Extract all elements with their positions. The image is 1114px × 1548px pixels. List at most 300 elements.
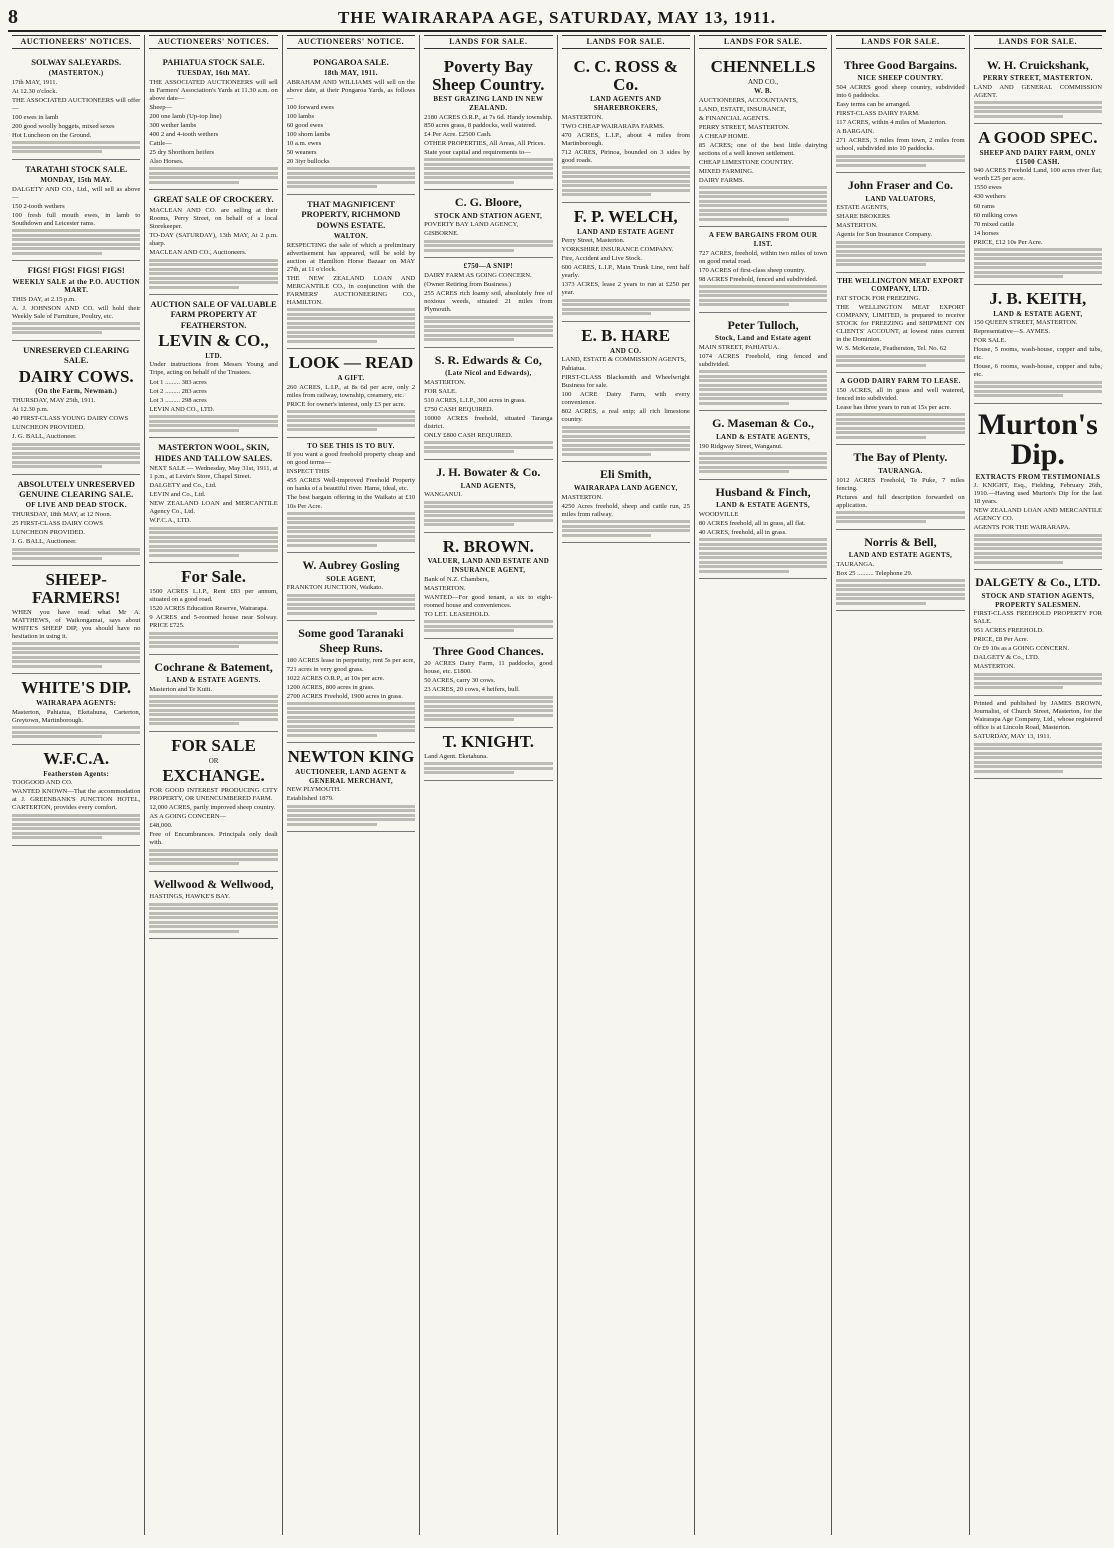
advertisement <box>424 728 552 781</box>
ad-subtitle: VALUER, LAND AND ESTATE AND INSURANCE AGENT, <box>427 557 550 574</box>
small-print-line <box>424 450 514 453</box>
ad-text-line: £4 Per Acre. £2500 Cash. <box>424 130 492 138</box>
ad-text-line: Box 25 .......... Telephone 29. <box>836 569 913 577</box>
ad-text-line: 430 wethers <box>973 193 1006 201</box>
ad-firm-name: Norris & Bell, <box>864 534 937 549</box>
small-print-line <box>149 704 277 707</box>
ad-text-line: A BARGAIN. <box>836 128 874 136</box>
ad-title: FIGS! FIGS! FIGS! FIGS! <box>27 265 125 276</box>
small-print-line <box>12 726 140 729</box>
ad-text-line: RESPECTING the sale of which a preliminary advertisement has appeared, will be sold by auction at Hamilton Horse Bazaar on MAY 27th, at 11 o'clock. <box>286 241 416 273</box>
ad-subtitle: LTD. <box>205 351 222 360</box>
ad-text-line: AS A GOING CONCERN— <box>149 813 227 821</box>
small-print-line <box>12 146 140 149</box>
ad-firm-name: John Fraser and Co. <box>847 178 953 193</box>
small-print-line <box>149 554 239 557</box>
small-print-line <box>149 645 239 648</box>
small-print-line <box>974 110 1102 113</box>
small-print-line <box>424 709 552 712</box>
small-print-line <box>562 308 690 311</box>
ad-text-line: At 12.30 p.m. <box>12 406 49 414</box>
ad-text-line: LEVIN AND CO., LTD. <box>149 405 215 413</box>
small-print-line <box>149 277 277 280</box>
column-3 <box>283 35 420 1535</box>
small-print-line <box>287 809 415 812</box>
small-print-line <box>424 244 552 247</box>
column-heading: LANDS FOR SALE. <box>836 35 964 49</box>
ad-subtitle: AND CO. <box>610 346 642 355</box>
ad-subtitle: THE WELLINGTON MEAT EXPORT COMPANY, LTD. <box>837 276 964 294</box>
small-print-line <box>424 176 552 179</box>
small-print-line <box>149 853 277 856</box>
small-print-line <box>287 539 415 542</box>
small-print-line <box>149 540 277 543</box>
advertisement <box>424 258 552 347</box>
small-print-line <box>12 234 140 237</box>
ad-firm-name: Some good Taranaki Sheep Runs. <box>298 626 404 655</box>
advertisement <box>287 621 415 743</box>
advertisement <box>699 480 827 580</box>
small-print-line <box>12 465 102 468</box>
advertisement <box>974 285 1102 404</box>
advertisement <box>562 53 690 203</box>
ad-text-line: Cattle— <box>149 139 172 147</box>
ad-headline: SHEEP-FARMERS! <box>31 570 121 607</box>
ad-text-line: 271 ACRES, 3 miles from town, 2 miles from school, subdivided into 10 paddocks. <box>836 137 965 153</box>
ad-text-line: At 12.30 o'clock. <box>12 87 58 95</box>
advertisement <box>974 53 1102 125</box>
small-print-line <box>974 547 1102 550</box>
small-print-line <box>287 512 415 515</box>
small-print-line <box>974 385 1102 388</box>
ad-text-line: 4250 Acres freehold, sheep and cattle run, 25 miles from railway. <box>561 502 690 518</box>
small-print-line <box>424 771 514 774</box>
advertisement <box>12 341 140 475</box>
ad-text-line: WANTED—For good tenant, a six to eight-roomed house and conveniences. <box>424 593 553 609</box>
small-print-line <box>699 195 827 198</box>
small-print-line <box>974 253 1102 256</box>
small-print-line <box>287 702 415 705</box>
ad-caption: OR <box>208 756 219 765</box>
ad-text-line: W. S. McKenzie, Featherston, Tel. No. 62 <box>836 345 947 353</box>
small-print-line <box>149 862 239 865</box>
ad-subtitle: EXTRACTS FROM TESTIMONIALS <box>975 472 1101 481</box>
small-print-line <box>836 413 964 416</box>
small-print-line <box>836 254 964 257</box>
small-print-line <box>424 700 552 703</box>
ad-text-line: Sheep— <box>149 103 173 111</box>
small-print-line <box>562 303 690 306</box>
small-print-line <box>287 167 415 170</box>
small-print-line <box>836 359 964 362</box>
small-print-line <box>974 682 1102 685</box>
small-print-line <box>699 457 827 460</box>
ad-text-line: PRICE for owner's interest, only £3 per acre. <box>286 400 406 408</box>
ad-headline: LOOK — READ <box>288 353 414 373</box>
ad-text-line: LUNCHEON PROVIDED. <box>12 424 85 432</box>
ad-text-line: 455 ACRES Well-improved Freehold Property on banks of a beautiful river. Hams, ideal, etc. <box>286 477 416 493</box>
small-print-line <box>287 181 415 184</box>
small-print-line <box>562 534 652 537</box>
ad-text-line: 170 ACRES of first-class sheep country. <box>698 266 806 274</box>
small-print-line <box>699 570 789 573</box>
ad-text-line: 14 horses <box>973 229 999 237</box>
small-print-line <box>149 722 239 725</box>
small-print-line <box>149 858 277 861</box>
ad-text-line: Fire, Accident and Live Stock. <box>561 255 643 263</box>
small-print-line <box>149 549 277 552</box>
small-print-line <box>12 814 140 817</box>
ad-text-line: 1200 ACRES, 800 acres in grass. <box>286 683 375 691</box>
small-print-line <box>287 729 415 732</box>
small-print-line <box>424 625 552 628</box>
ad-text-line: £750 CASH REQUIRED. <box>424 405 494 413</box>
ad-text-line: J. KNIGHT, Esq., Fielding, February 26th, 1910.—Having used Murton's Dip for the last 18 years. <box>973 482 1102 506</box>
small-print-line <box>699 556 827 559</box>
small-print-line <box>974 538 1102 541</box>
advertisement <box>12 53 140 160</box>
ad-text-line: 80 ACRES freehold, all in grass, all flat. <box>698 519 806 527</box>
ad-text-line: TO LET. LEASEHOLD. <box>424 610 490 618</box>
small-print-line <box>12 327 140 330</box>
ad-text-line: W.F.C.A., LTD. <box>149 517 192 525</box>
ad-text-line: MIXED FARMING. <box>698 167 754 175</box>
small-print-line <box>699 538 827 541</box>
small-print-line <box>149 167 277 170</box>
ad-text-line: 260 ACRES, L.I.P., at 8s 6d per acre, only 2 miles from railway, township, creamery, etc. <box>286 383 416 399</box>
ad-text-line: 150 ACRES, all in grass and well watered, fenced into subdivided. <box>836 386 965 402</box>
advertisement <box>12 674 140 744</box>
small-print-line <box>424 325 552 328</box>
ad-text-line: 510 ACRES, L.I.P., 300 acres in grass. <box>424 396 526 404</box>
advertisement <box>974 570 1102 695</box>
small-print-line <box>424 501 552 504</box>
small-print-line <box>836 602 926 605</box>
small-print-line <box>974 266 1102 269</box>
ad-text-line: FOR SALE. <box>424 387 457 395</box>
ad-text-line: OTHER PROPERTIES, All Areas, All Prices. <box>424 139 545 147</box>
small-print-line <box>424 441 552 444</box>
ad-caption: AND CO., <box>747 77 779 86</box>
small-print-line <box>699 375 827 378</box>
small-print-line <box>424 329 552 332</box>
small-print-line <box>836 597 964 600</box>
small-print-line <box>424 510 552 513</box>
small-print-line <box>699 186 827 189</box>
ad-text-line: TWO CHEAP WAIRARAPA FARMS. <box>561 122 665 130</box>
small-print-line <box>12 150 102 153</box>
ad-text-line: 20 3iyr bullocks <box>286 157 330 165</box>
ad-text-line: MASTERTON. <box>561 493 603 501</box>
ad-text-line: State your capital and requirements to— <box>424 148 531 156</box>
ad-headline: E. B. HARE <box>581 325 671 345</box>
small-print-line <box>836 588 964 591</box>
small-print-line <box>699 299 827 302</box>
advertisement <box>287 53 415 195</box>
ad-text-line: 60 rams <box>973 202 995 210</box>
ad-text-line: MASTERTON. <box>424 378 466 386</box>
ad-text-line: LEVIN and Co., Ltd. <box>149 490 206 498</box>
advertisement <box>287 349 415 437</box>
small-print-line <box>699 204 827 207</box>
advertisement <box>424 533 552 639</box>
small-print-line <box>974 770 1064 773</box>
ad-title: AUCTION SALE OF VALUABLE FARM PROPERTY AT FEATHERSTON. <box>150 299 277 330</box>
ad-subtitle: MONDAY, 15th MAY. <box>40 176 113 185</box>
advertisement <box>974 696 1102 779</box>
column-heading: LANDS FOR SALE. <box>562 35 690 49</box>
ad-text-line: MASTERTON. <box>424 584 466 592</box>
small-print-line <box>424 338 514 341</box>
column-8 <box>970 35 1106 1535</box>
ad-text-line: INSPECT THIS <box>286 468 330 476</box>
small-print-line <box>424 767 552 770</box>
ad-title: PONGAROA SALE. <box>313 56 389 67</box>
advertisement <box>12 745 140 846</box>
ad-text-line: 802 ACRES, a real snip; all rich limestone country. <box>561 408 690 424</box>
ad-subtitle: (MASTERTON.) <box>48 69 104 78</box>
ad-subtitle: STOCK AND STATION AGENTS, PROPERTY SALESMEN. <box>981 592 1095 609</box>
ad-text-line: 180 ACRES lease in perpetuity, rent 5s per acre, 721 acres in very good grass. <box>286 657 416 673</box>
small-print-line <box>149 695 277 698</box>
page-title: THE WAIRARAPA AGE, SATURDAY, MAY 13, 1911. <box>337 8 777 27</box>
advertisement <box>424 190 552 258</box>
small-print-line <box>149 268 277 271</box>
small-print-line <box>974 262 1102 265</box>
column-1 <box>8 35 145 1535</box>
ad-firm-name: Three Good Bargains. <box>843 57 958 72</box>
ad-text-line: Masterton, Pahiatua, Eketahuna, Carterton, Greytown, Martinborough. <box>12 708 141 724</box>
ad-subtitle: 18th MAY, 1911. <box>324 69 378 78</box>
small-print-line <box>836 259 964 262</box>
small-print-line <box>836 579 964 582</box>
small-print-line <box>287 598 415 601</box>
small-print-line <box>149 907 277 910</box>
small-print-line <box>836 155 964 158</box>
small-print-line <box>287 313 415 316</box>
ad-text-line: MASTERTON. <box>836 222 878 230</box>
ad-subtitle: TAURANGA. <box>878 466 923 475</box>
small-print-line <box>287 317 415 320</box>
advertisement <box>836 445 964 529</box>
ad-text-line: THE WELLINGTON MEAT EXPORT COMPANY, LIMITED, is prepared to receive STOCK for FREEZING and SHIPMENT ON CLIENTS' ACCOUNT, at lowest rates current in the Dominion. <box>836 304 965 344</box>
ad-subtitle: BEST GRAZING LAND IN NEW ZEALAND. <box>433 95 544 112</box>
ad-text-line: 1373 ACRES, lease 2 years to run at £250 per year. <box>561 281 690 297</box>
ad-text-line: Lot 2 ......... 283 acres <box>149 387 207 395</box>
small-print-line <box>974 106 1102 109</box>
ad-text-line: (Owner Retiring from Business.) <box>424 280 511 288</box>
small-print-line <box>149 930 239 933</box>
small-print-line <box>12 447 140 450</box>
ad-text-line: LAND, ESTATE, INSURANCE, <box>698 105 787 113</box>
small-print-line <box>149 172 277 175</box>
small-print-line <box>699 200 827 203</box>
small-print-line <box>836 245 964 248</box>
small-print-line <box>149 903 277 906</box>
small-print-line <box>12 642 140 645</box>
small-print-line <box>287 526 415 529</box>
ad-text-line: 40 FIRST-CLASS YOUNG DAIRY COWS <box>12 415 129 423</box>
small-print-line <box>836 520 926 523</box>
small-print-line <box>699 547 827 550</box>
small-print-line <box>12 452 140 455</box>
ad-text-line: YORKSHIRE INSURANCE COMPANY. <box>561 246 674 254</box>
small-print-line <box>149 176 277 179</box>
advertisement <box>699 411 827 479</box>
small-print-line <box>12 731 140 734</box>
ad-text-line: 1500 ACRES L.I.P., Rent £83 per annum, situated on a good road. <box>149 587 278 603</box>
ad-text-line: 100 fresh full mouth ewes, in lamb to Southdown and Leicester rams. <box>12 211 141 227</box>
ad-subtitle: TUESDAY, 16th MAY. <box>176 69 251 78</box>
ad-text-line: 400 2 and 4-tooth wethers <box>149 130 219 138</box>
small-print-line <box>699 561 827 564</box>
ad-text-line: 1520 ACRES Education Reserve, Wairarapa. <box>149 604 269 612</box>
ad-headline: W.F.C.A. <box>43 748 110 768</box>
advertisement <box>149 295 277 438</box>
ad-firm-name: Cochrane & Batement, <box>154 659 273 674</box>
ad-subtitle: A FEW BARGAINS FROM OUR LIST. <box>708 231 818 248</box>
small-print-line <box>836 263 926 266</box>
small-print-line <box>562 453 652 456</box>
small-print-line <box>287 521 415 524</box>
ad-text-line: FOR GOOD INTEREST PRODUCING CITY PROPERTY, OR UNENCUMBERED FARM. <box>149 786 278 803</box>
ad-text-line: 200 good woolly hoggets, mixed sexes <box>12 122 115 130</box>
small-print-line <box>699 452 827 455</box>
ad-subtitle: LAND AND ESTATE AGENT <box>577 227 675 236</box>
ad-subtitle: LAND & ESTATE AGENT, <box>993 309 1083 318</box>
small-print-line <box>149 545 277 548</box>
ad-text-line: Or £9 10s as a GOING CONCERN. <box>973 645 1070 653</box>
ad-text-line: 200 one lamb (Up-top line) <box>149 112 222 120</box>
small-print-line <box>562 520 690 523</box>
ad-text-line: 727 ACRES, freehold, within two miles of town on good metal road. <box>698 249 828 265</box>
small-print-line <box>287 424 415 427</box>
small-print-line <box>287 603 415 606</box>
ad-text-line: MACLEAN AND CO. are selling at their Rooms, Perry Street, on behalf of a local Storekeeper. <box>149 206 278 230</box>
ad-text-line: PRICE, £8 Per Acre. <box>973 636 1029 644</box>
ad-subtitle: AUCTIONEER, LAND AGENT & GENERAL MERCHANT, <box>295 767 407 785</box>
ad-text-line: 98 ACRES Freehold, fenced and subdivided. <box>698 275 818 283</box>
ad-text-line: J. G. BALL, Auctioneer. <box>12 538 77 546</box>
small-print-line <box>699 470 789 473</box>
ad-text-line: 504 ACRES good sheep country, subdivided into 6 paddocks. <box>836 83 965 99</box>
small-print-line <box>562 180 690 183</box>
small-print-line <box>836 164 926 167</box>
small-print-line <box>12 818 140 821</box>
column-heading: AUCTIONEERS' NOTICE. <box>287 35 415 49</box>
small-print-line <box>149 912 277 915</box>
ad-text-line: Also Horses. <box>149 157 184 165</box>
small-print-line <box>12 238 140 241</box>
advertisement <box>149 438 277 563</box>
small-print-line <box>287 428 377 431</box>
ad-subtitle: LAND & ESTATE AGENTS. <box>166 676 261 685</box>
ad-headline: Poverty Bay Sheep Country. <box>432 56 545 94</box>
small-print-line <box>974 381 1102 384</box>
ad-text-line: SHARE BROKERS <box>836 213 890 221</box>
ad-text-line: NEW ZEALAND LOAN and MERCANTILE Agency Co., Ltd. <box>149 499 278 516</box>
column-5 <box>558 35 695 1535</box>
ad-text-line: 712 ACRES, Pirinoa, bounded on 3 sides by good roads. <box>561 148 690 164</box>
ad-firm-name: DALGETY & Co., LTD. <box>975 575 1101 590</box>
small-print-line <box>562 448 690 451</box>
advertisement <box>12 566 140 674</box>
small-print-line <box>149 636 277 639</box>
ad-subtitle: TO SEE THIS IS TO BUY. <box>307 441 395 450</box>
advertisement <box>562 322 690 463</box>
small-print-line <box>287 308 415 311</box>
small-print-line <box>12 443 140 446</box>
advertisement <box>562 462 690 543</box>
ad-firm-name: J. H. Bowater & Co. <box>436 464 541 479</box>
ad-subtitle: LAND AGENTS AND SHAREBROKERS, <box>590 95 662 112</box>
ad-text-line: FIRST-CLASS DAIRY FARM. <box>836 110 920 117</box>
small-print-line <box>424 158 552 161</box>
ad-headline-large: Murton's Dip. <box>977 407 1098 471</box>
small-print-line <box>836 364 926 367</box>
small-print-line <box>287 326 415 329</box>
small-print-line <box>836 427 964 430</box>
ad-text-line: THIS DAY, at 2.15 p.m. <box>12 295 76 303</box>
small-print-line <box>974 756 1102 759</box>
small-print-line <box>149 916 277 919</box>
small-print-line <box>424 249 514 252</box>
advertisement <box>149 732 277 872</box>
small-print-line <box>974 543 1102 546</box>
advertisement <box>12 261 140 341</box>
ad-text-line: 10000 ACRES freehold, situated Taranga district. <box>424 414 553 430</box>
advertisement <box>287 195 415 349</box>
advertisement <box>836 173 964 273</box>
small-print-line <box>424 446 552 449</box>
small-print-line <box>836 436 926 439</box>
ad-text-line: 951 ACRES FREEHOLD. <box>973 627 1044 635</box>
small-print-line <box>12 651 140 654</box>
ad-text-line: ABRAHAM AND WILLIAMS will sell on the above date, at their Pongaroa Yards, as follows— <box>286 78 416 102</box>
small-print-line <box>562 312 652 315</box>
small-print-line <box>974 761 1102 764</box>
ad-text-line: J. G. BALL, Auctioneer. <box>12 433 77 441</box>
small-print-line <box>12 252 102 255</box>
small-print-line <box>424 240 552 243</box>
small-print-line <box>287 419 415 422</box>
small-print-line <box>12 548 140 551</box>
ad-firm-name: Husband & Finch, <box>715 484 811 499</box>
small-print-line <box>699 303 789 306</box>
ad-text-line: 50 ACRES, carry 30 cows. <box>424 677 496 685</box>
small-print-line <box>699 209 827 212</box>
masthead <box>8 6 1106 32</box>
ad-headline: For Sale. <box>181 567 246 587</box>
small-print-line <box>699 397 827 400</box>
ad-text-line: Lot 1 ......... 383 acres <box>149 378 207 386</box>
ad-text-line: NEXT SALE — Wednesday, May 31st, 1911, at 1 p.m., at Levin's Store, Chapel Street. <box>149 464 278 480</box>
small-print-line <box>149 700 277 703</box>
small-print-line <box>424 620 552 623</box>
ad-headline: NEWTON KING <box>287 747 415 767</box>
advertisement <box>699 313 827 412</box>
ad-firm-name: The Bay of Plenty. <box>853 450 948 465</box>
ad-text-line: A CHEAP HOME. <box>698 132 750 140</box>
ad-text-line: If you want a good freehold property cheap and on good terms— <box>286 451 416 467</box>
ad-headline: C. C. ROSS & Co. <box>573 56 678 94</box>
ad-title: MASTERTON WOOL, SKIN, HIDES AND TALLOW SALES. <box>154 442 273 463</box>
ad-text-line: NEW ZEALAND LOAN AND MERCANTILE AGENCY CO. <box>973 507 1102 523</box>
page-number: 8 <box>8 6 18 28</box>
small-print-line <box>149 281 277 284</box>
ad-text-line: AUCTIONEERS, ACCOUNTANTS, <box>698 96 798 104</box>
ad-text-line: TAURANGA. <box>836 560 875 568</box>
